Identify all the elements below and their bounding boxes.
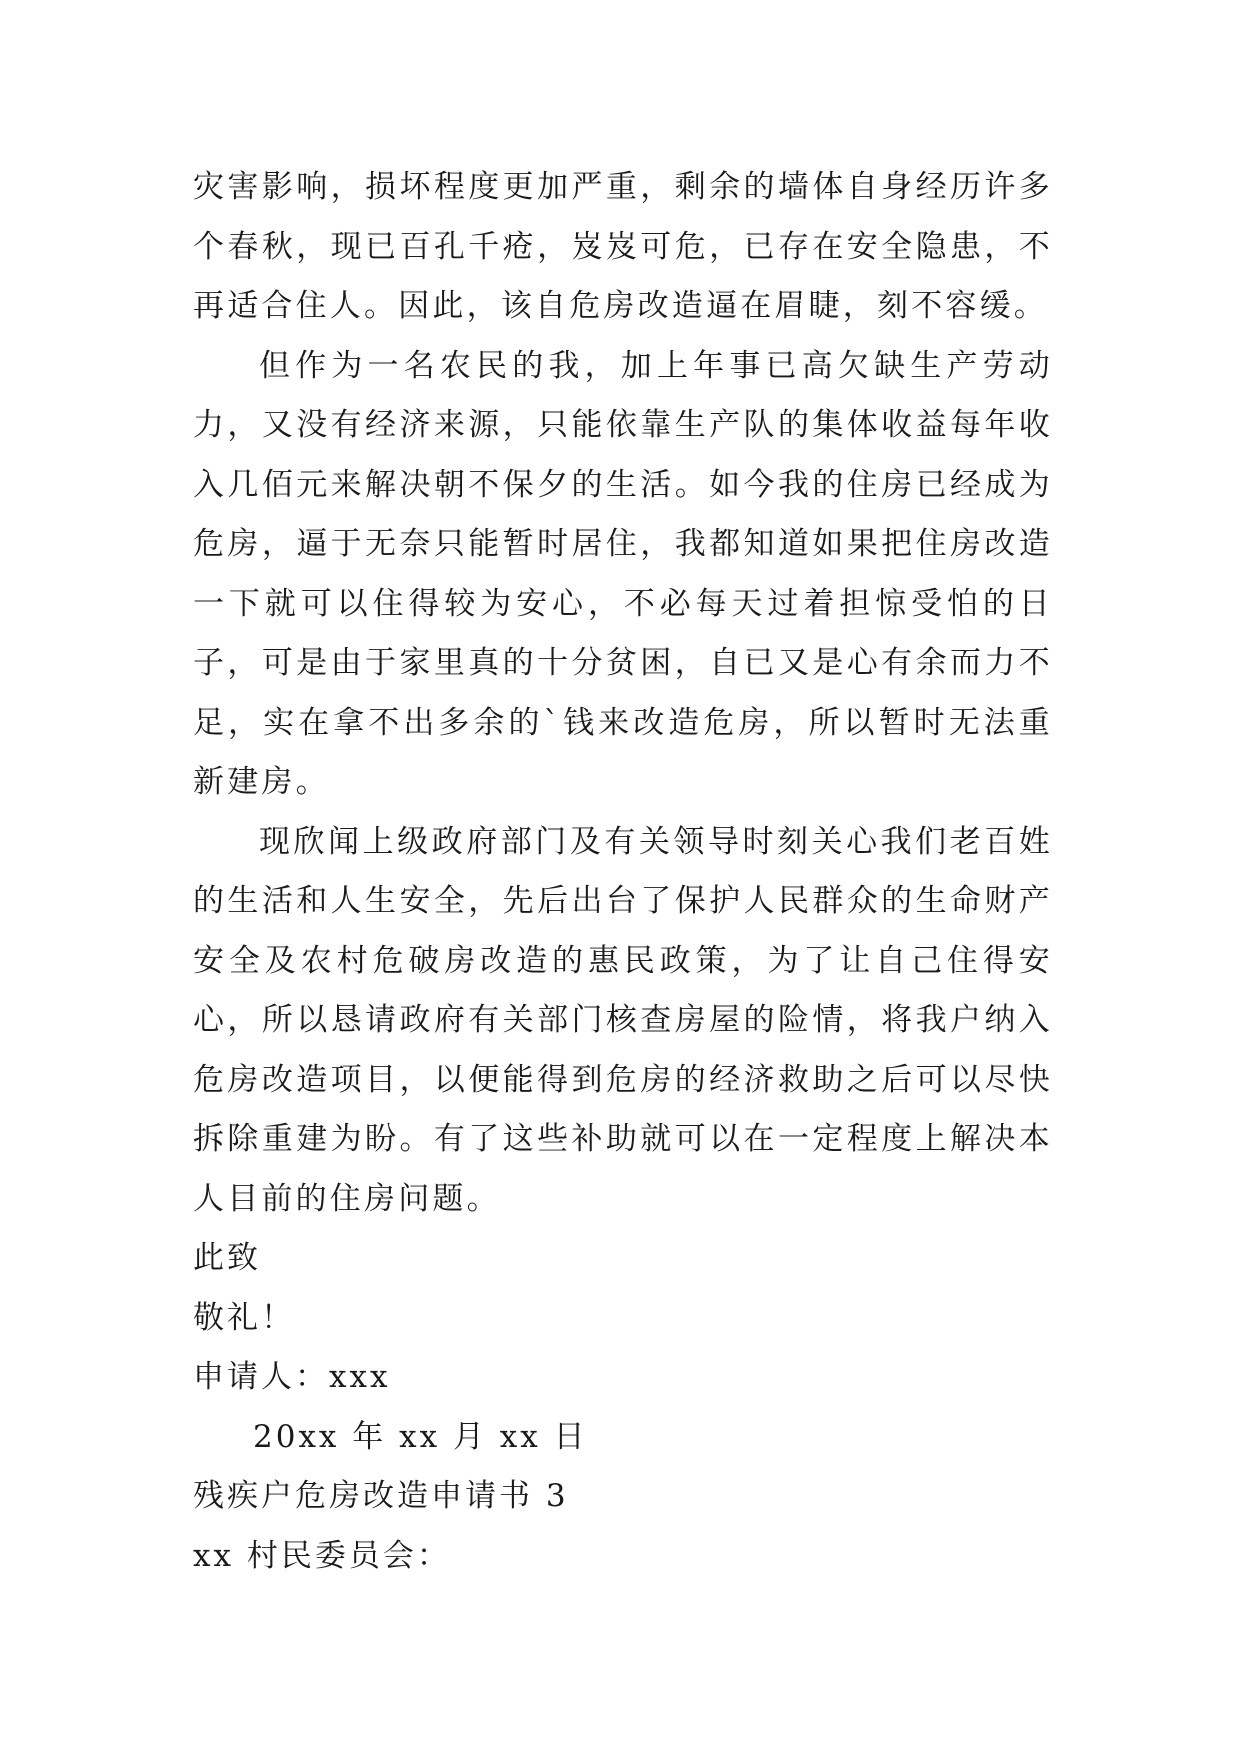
paragraph-damage: 灾害影响，损坏程度更加严重，剩余的墙体自身经历许多个春秋，现已百孔千疮，岌岌可危，已存在安全隐患，不再适合住人。因此，该自危房改造逼在眉睫，刻不容缓。 [193,169,1053,324]
applicant-signature: 申请人：xxx [193,1359,391,1395]
salutation: 敬礼！ [193,1299,295,1336]
letter-date: 20xx 年 xx 月 xx 日 [253,1418,588,1455]
document-body [193,158,1053,1586]
closing-phrase: 此致 [193,1240,261,1276]
next-section-recipient: xx 村民委员会： [193,1537,451,1574]
paragraph-request: 现欣闻上级政府部门及有关领导时刻关心我们老百姓的生活和人生安全，先后出台了保护人民群众的生命财产安全及农村危破房改造的惠民政策，为了让自己住得安心，所以恳请政府有关部门核查房屋的险情，将我户纳入危房改造项目，以便能得到危房的经济救助之后可以尽快拆除重建为盼。有了这些补助就可以在一定程度上解决本人目前的住房问题。 [193,823,1053,1217]
next-section-title: 残疾户危房改造申请书 3 [193,1478,569,1514]
paragraph-hardship: 但作为一名农民的我，加上年事已高欠缺生产劳动力，又没有经济来源，只能依靠生产队的集体收益每年收入几佰元来解决朝不保夕的生活。如今我的住房已经成为危房，逼于无奈只能暂时居住，我都知道如果把住房改造一下就可以住得较为安心，不必每天过着担惊受怕的日子，可是由于家里真的十分贫困，自已又是心有余而力不足，实在拿不出多余的`钱来改造危房，所以暂时无法重新建房。 [193,347,1053,800]
